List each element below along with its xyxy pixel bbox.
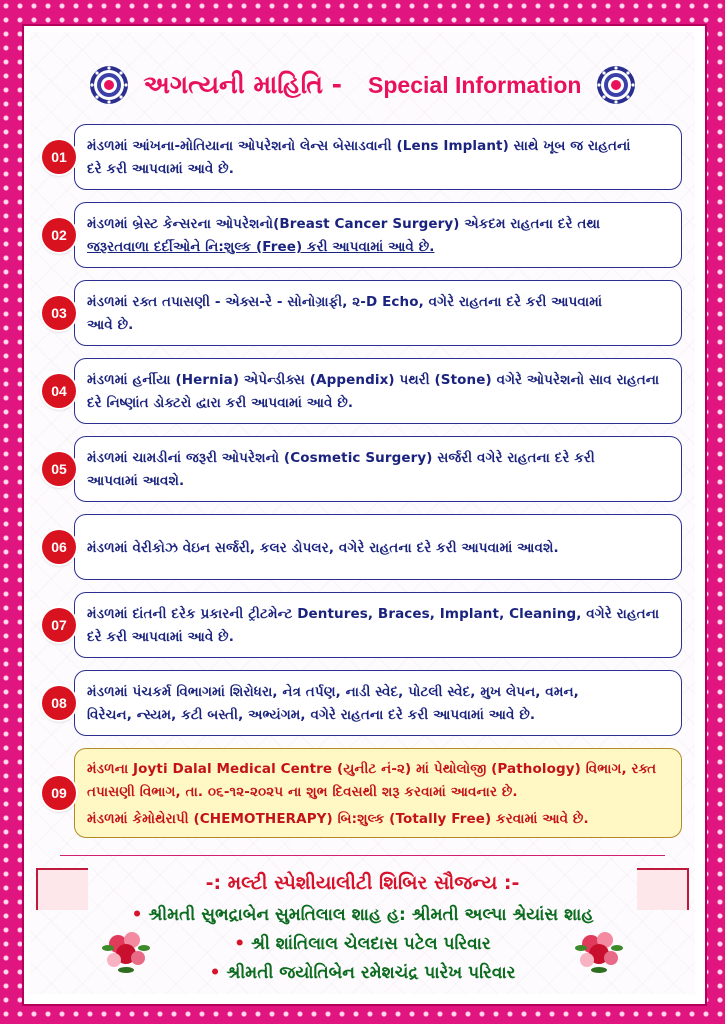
credits-title: -: મલ્ટી સ્પેશીયાલીટી શિબિર સૌજન્ય :-	[205, 872, 520, 894]
sponsor-line	[30, 934, 695, 954]
info-line: મંડળમાં હર્નીયા (Hernia) એપેન્ડીક્સ (Appendix) પથરી (Stone) વગેરે ઓપરેશનો સાવ રાહતના	[87, 372, 660, 388]
info-item	[42, 670, 682, 736]
title-row	[30, 60, 695, 110]
section-divider	[60, 855, 665, 856]
info-item	[42, 436, 682, 502]
info-box	[74, 124, 682, 190]
page-title-gujarati: અગત્યની માહિતિ -	[143, 70, 343, 99]
info-box	[74, 436, 682, 502]
info-line: મંડળમાં પંચકર્મ વિભાગમાં શિરોધરા, નેત્ર તર્પણ, નાડી સ્વેદ, પોટલી સ્વેદ, મુખ લેપન, વમન,	[87, 684, 579, 700]
info-line: જરૂરતવાળા દર્દીઓને નિ:શુલ્ક (Free) કરી આપવામાં આવે છે.	[87, 239, 435, 255]
number-badge: 01	[42, 140, 76, 174]
number-badge: 06	[42, 530, 76, 564]
info-box	[74, 670, 682, 736]
sponsor-name: શ્રીમતી જયોતિબેન રમેશચંદ્ર પારેખ પરિવાર	[226, 963, 516, 983]
sponsor-name: શ્રી શાંતિલાલ ચેલદાસ પટેલ પરિવાર	[251, 934, 491, 954]
info-line: વિરેચન, ન્સ્યમ, કટી બસ્તી, અભ્યંગમ, વગેરે રાહતના દરે કરી આપવામાં આવે છે.	[87, 707, 536, 723]
info-box	[74, 592, 682, 658]
mandala-icon	[88, 64, 130, 106]
number-badge: 08	[42, 686, 76, 720]
information-sheet	[30, 32, 695, 994]
credits-section	[30, 862, 695, 992]
number-badge: 02	[42, 218, 76, 252]
info-box	[74, 202, 682, 268]
info-line: મંડળના Joyti Dalal Medical Centre (યુનીટ નં-૨) માં પેથોલોજી (Pathology) વિભાગ, રક્ત	[87, 760, 657, 777]
info-line: દરે કરી આપવામાં આવે છે.	[87, 629, 234, 645]
sponsor-line	[30, 905, 695, 925]
bullet-icon: •	[131, 905, 143, 925]
info-item-highlighted	[42, 748, 682, 838]
info-line: મંડળમાં દાંતની દરેક પ્રકારની ટ્રીટમેન્ટ Dentures, Braces, Implant, Cleaning, વગેરે રાહતના	[87, 606, 660, 622]
info-line: મંડળમાં આંખના-મોતિયાના ઓપરેશનો લેન્સ બેસાડવાની (Lens Implant) સાથે ખૂબ જ રાહતનાં	[87, 138, 631, 154]
number-badge: 07	[42, 608, 76, 642]
info-line: મંડળમાં કેમોથેરાપી (CHEMOTHERAPY) બિ:શુલ્ક (Totally Free) કરવામાં આવે છે.	[87, 810, 589, 827]
info-item	[42, 592, 682, 658]
info-item	[42, 202, 682, 268]
info-item	[42, 514, 682, 580]
info-box	[74, 514, 682, 580]
info-box	[74, 280, 682, 346]
info-line: મંડળમાં ચામડીનાં જરૂરી ઓપરેશનો (Cosmetic Surgery) સર્જરી વગેરે રાહતના દરે કરી	[87, 450, 595, 466]
info-item	[42, 124, 682, 190]
info-item	[42, 358, 682, 424]
info-line: તપાસણી વિભાગ, તા. ૦૬-૧૨-૨૦૨૫ ના શુભ દિવસથી શરૂ કરવામાં આવનાર છે.	[87, 783, 518, 800]
info-line: મંડળમાં રક્ત તપાસણી - એક્સ-રે - સોનોગ્રાફી, ૨-D Echo, વગેરે રાહતના દરે કરી આપવામાં	[87, 294, 603, 310]
number-badge: 09	[42, 776, 76, 810]
info-item	[42, 280, 682, 346]
info-box-highlighted	[74, 748, 682, 838]
info-line: આવે છે.	[87, 317, 134, 333]
info-line: દરે કરી આપવામાં આવે છે.	[87, 161, 234, 177]
sponsor-line	[30, 963, 695, 983]
info-line: મંડળમાં બ્રેસ્ટ કેન્સરના ઓપરેશનો(Breast Cancer Surgery) એકદમ રાહતના દરે તથા	[87, 216, 601, 232]
number-badge: 05	[42, 452, 76, 486]
info-line: દરે નિષ્ણાંત ડોક્ટરો દ્વારા કરી આપવામાં આવે છે.	[87, 395, 354, 411]
bullet-icon: •	[234, 934, 246, 954]
info-line: આપવામાં આવશે.	[87, 473, 185, 489]
mandala-icon	[595, 64, 637, 106]
info-box	[74, 358, 682, 424]
bullet-icon: •	[209, 963, 221, 983]
number-badge: 03	[42, 296, 76, 330]
info-line: મંડળમાં વેરીકોઝ વેઇન સર્જરી, કલર ડોપલર, વગેરે રાહતના દરે કરી આપવામાં આવશે.	[87, 539, 559, 556]
sponsor-name: શ્રીમતી સુભદ્રાબેન સુમતિલાલ શાહ હ: શ્રીમતી અલ્પા શ્રેયાંસ શાહ	[148, 905, 594, 925]
page-title-english: Special Information	[368, 71, 582, 98]
number-badge: 04	[42, 374, 76, 408]
